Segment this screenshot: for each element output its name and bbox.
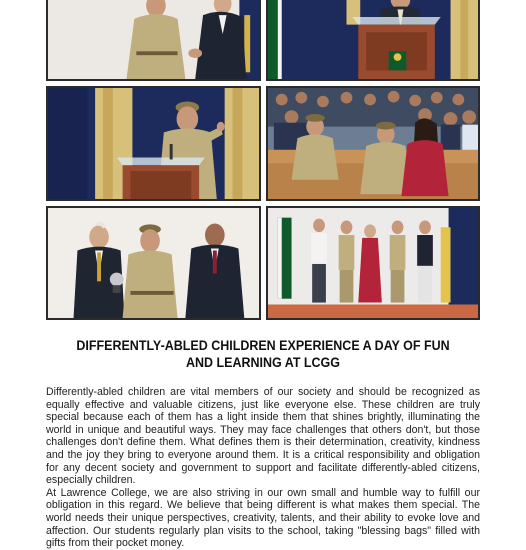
photo-audience-seated-image <box>268 88 478 199</box>
photo-group-photo-stage <box>266 206 480 320</box>
photo-speaker-at-podium <box>266 0 480 81</box>
photo-officer-addressing-audience <box>46 86 261 201</box>
photo-award-handshake <box>46 0 261 81</box>
article-paragraph: At Lawrence College, we are also striving in our own small and humble way to fulfill our obligation in this regard. We believe that being different is what makes them special. The world needs their unique perspectives, creativity, talents, and their ability to evoke love and affection. Our students regularly plan visits to the school, taking "blessing bags" filled with gifts from their pocket money. <box>46 486 480 550</box>
photo-group-photo-stage-image <box>268 208 478 318</box>
photo-officer-addressing-audience-image <box>48 88 259 199</box>
photo-souvenir-presentation <box>46 206 261 320</box>
photo-souvenir-presentation-image <box>48 208 259 318</box>
article-body <box>46 386 480 550</box>
photo-audience-seated <box>266 86 480 201</box>
photo-award-handshake-image <box>48 0 259 79</box>
article-paragraph: Differently-abled children are vital members of our society and should be recognized as equally effective and valuable citizens, just like everyone else. These children are truly special because each of them has a light inside them that shines brightly, illuminating the world in unique and beautiful ways. They may face challenges that others don't, but those challenges don't define them. What defines them is their determination, creativity, kindness and the joy they bring to everyone around them. It is a critical responsibility and obligation for any decent society and government to support and facilitate differently-abled citizens, especially children. <box>46 386 480 487</box>
photo-speaker-at-podium-image <box>268 0 478 79</box>
article-title: DIFFERENTLY-ABLED CHILDREN EXPERIENCE A DAY OF FUN AND LEARNING AT LCGG <box>76 338 450 371</box>
